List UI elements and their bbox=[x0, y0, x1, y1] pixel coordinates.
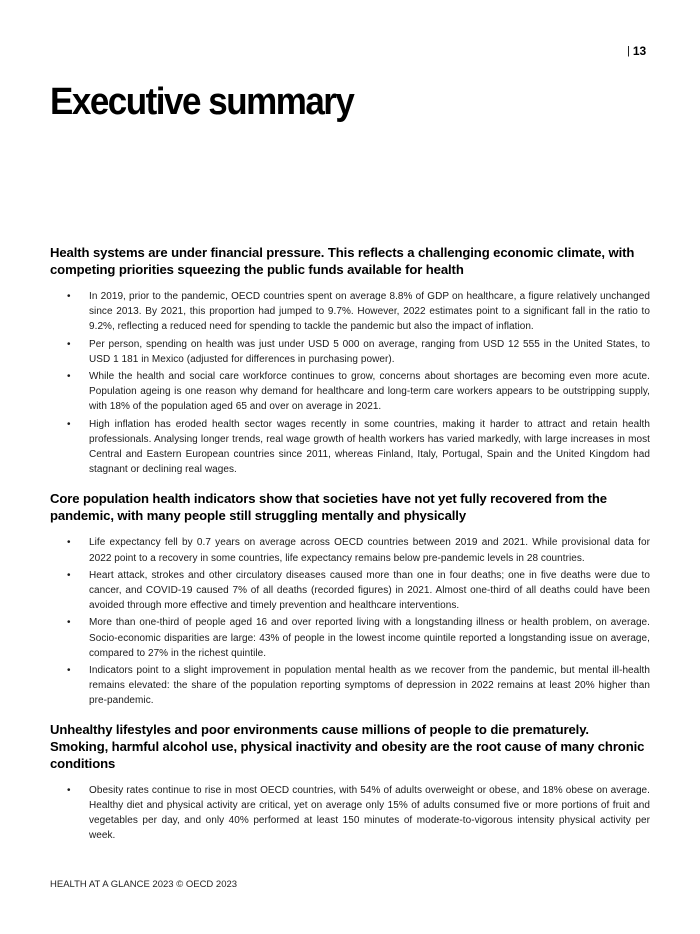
bullet-item bbox=[50, 568, 650, 614]
bullet-text: Life expectancy fell by 0.7 years on average across OECD countries between 2019 and 2021. While provisional data for 2022 point to a recovery in some countries, life expectancy remains below pre-pandemic levels in 28 countries. bbox=[89, 537, 650, 564]
bullet-text: Heart attack, strokes and other circulatory diseases caused more than one in four deaths; one in five deaths were due to cancer, and COVID-19 caused 7% of all deaths (recorded figures) in 2021. Almost one-third of all deaths could have been avoided through more effective and timely prevention and healthcare interventions. bbox=[89, 569, 650, 612]
bullet-icon: • bbox=[67, 617, 71, 629]
bullet-icon: • bbox=[67, 665, 71, 677]
bullet-item bbox=[50, 783, 650, 844]
bullet-icon: • bbox=[67, 569, 71, 581]
bullet-icon: • bbox=[67, 338, 71, 350]
bullet-text: More than one-third of people aged 16 and over reported living with a longstanding illness or health problem, on average. Socio-economic disparities are large: 43% of people in the lowest income quintile reported a longstanding issue on average, compared to 27% in the richest quintile. bbox=[89, 617, 650, 659]
bullet-text: Indicators point to a slight improvement in population mental health as we recover from the pandemic, but mental ill-health remains elevated: the share of the population reporting symptoms of depression in 2022 remains at least 20% higher than pre-pandemic. bbox=[89, 665, 650, 707]
bullet-text: Per person, spending on health was just under USD 5 000 on average, ranging from USD 12 555 in the United States, to USD 1 181 in Mexico (adjusted for differences in purchasing power). bbox=[89, 338, 650, 365]
page-number-value: 13 bbox=[632, 44, 647, 58]
bullet-item bbox=[50, 369, 650, 415]
bullet-text: In 2019, prior to the pandemic, OECD countries spent on average 8.8% of GDP on healthcare, a figure relatively unchanged since 2013. By 2021, this proportion had jumped to 9.7%. However, 2022 estimates point to a significant fall in the ratio to 9.2%, reflecting a reduced need for spending to tackle the pandemic but also the impact of inflation. bbox=[89, 291, 650, 333]
bullet-item bbox=[50, 289, 650, 335]
bullet-item bbox=[50, 417, 650, 478]
bullet-list bbox=[50, 783, 650, 844]
bullet-icon: • bbox=[67, 371, 71, 383]
section-financial-pressure bbox=[50, 244, 650, 477]
bullet-icon: • bbox=[67, 537, 71, 549]
bullet-icon: • bbox=[67, 291, 71, 302]
bullet-text: Obesity rates continue to rise in most OECD countries, with 54% of adults overweight or obese, and 18% obese on average. Healthy diet and physical activity are critical, yet on average only 15% of adults consumed five or more portions of fruit and vegetables per day, and only 40% performed at least 150 minutes of moderate-to-vigorous intensity physical activity per week. bbox=[89, 784, 650, 842]
section-population-health bbox=[50, 490, 650, 708]
section-heading: Unhealthy lifestyles and poor environments cause millions of people to die prematurely. Smoking, harmful alcohol use, physical inactivity and obesity are the root cause of many chronic conditions bbox=[50, 721, 645, 771]
page-title: Executive summary bbox=[50, 81, 354, 123]
section-heading: Health systems are under financial pressure. This reflects a challenging economic climate, with competing priorities squeezing the public funds available for health bbox=[50, 245, 635, 277]
bullet-item bbox=[50, 663, 650, 709]
bullet-list bbox=[50, 289, 650, 477]
section-lifestyles bbox=[50, 721, 650, 844]
bullet-item bbox=[50, 337, 650, 367]
main-content bbox=[50, 244, 650, 845]
bullet-list bbox=[50, 535, 650, 708]
page-number bbox=[627, 44, 646, 58]
bullet-icon: • bbox=[67, 784, 71, 796]
bullet-icon: • bbox=[67, 418, 71, 430]
bullet-item bbox=[50, 615, 650, 661]
page-number-separator: | bbox=[627, 45, 630, 57]
section-heading: Core population health indicators show that societies have not yet fully recovered from the pandemic, with many people still struggling mentally and physically bbox=[50, 491, 607, 524]
bullet-text: While the health and social care workforce continues to grow, concerns about shortages are becoming even more acute. Population ageing is one reason why demand for healthcare and long-term care workers appears to be outstripping supply, with 18% of the population aged 65 and over on average in 2021. bbox=[89, 371, 650, 413]
bullet-text: High inflation has eroded health sector wages recently in some countries, making it harder to attract and retain health professionals. Analysing longer trends, real wage growth of health workers has varied markedly, with large increases in most Central and Eastern European countries since 2011, whereas Finland, Italy, Portugal, Spain and the United Kingdom had stagnant or declining real wages. bbox=[89, 418, 650, 476]
bullet-item bbox=[50, 535, 650, 565]
page-footer: HEALTH AT A GLANCE 2023 © OECD 2023 bbox=[50, 879, 238, 890]
